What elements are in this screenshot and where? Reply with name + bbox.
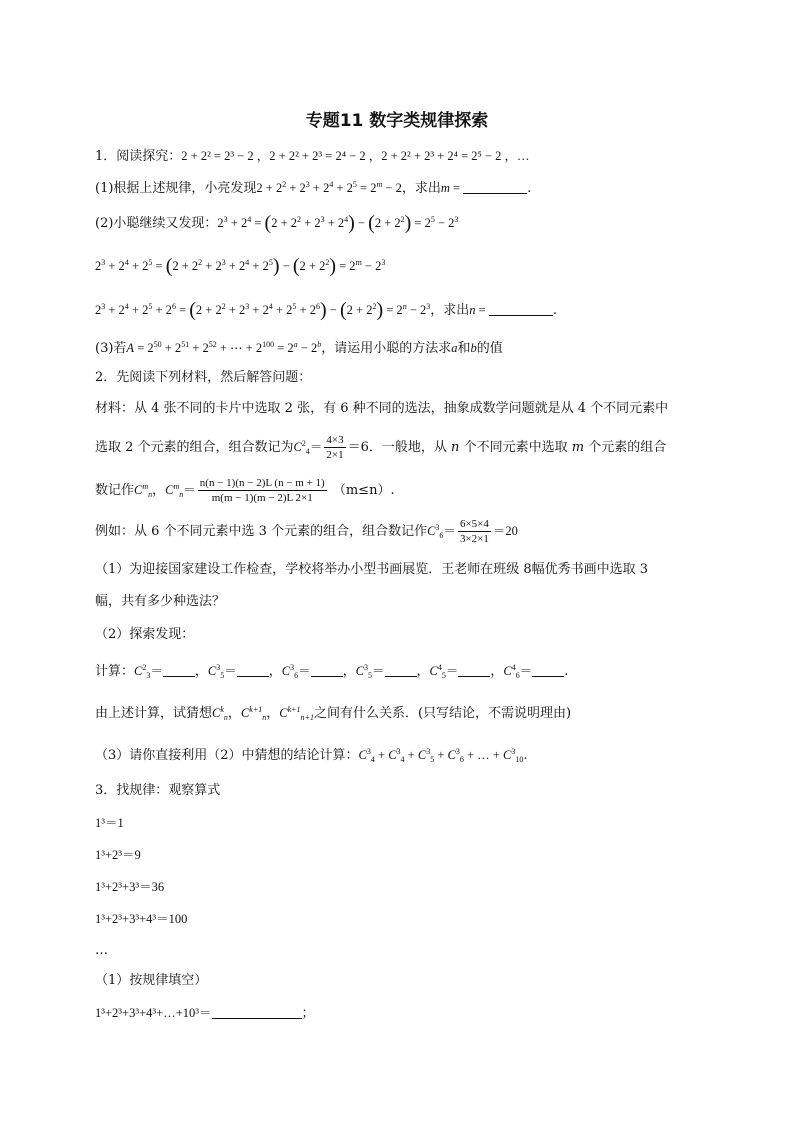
q2-frac3-num: 6×5×4 xyxy=(459,518,489,530)
q3-eq3: 1³+2³+3³＝36 xyxy=(95,880,165,894)
q1-answer-blank-n[interactable] xyxy=(489,303,553,316)
calc-blank-5[interactable] xyxy=(458,664,490,677)
q2-frac1-num: 4×3 xyxy=(326,434,344,446)
q2-material-text2: ＝6．一般地，从 xyxy=(347,440,447,455)
q1-var-a: a xyxy=(451,341,458,355)
q3-fill-end: ； xyxy=(301,1006,315,1021)
page-title: 专题11 数字类规律探索 xyxy=(305,111,489,131)
q1-part1-formula: $2 + 2^2 + 2^3 + 2^4 + 2^5 = 2^m - 2$ xyxy=(256,180,402,195)
q1-stem xyxy=(95,147,530,166)
q1-part2-formula3: $2^3 + 2^4 + 2^5 + 2^6 = (2 + 2^2 + 2^3 + 2^4 + 2^5 + 2^6) - (2 + 2^2) = 2^n - 2^3$ xyxy=(95,299,431,321)
q2-guess: 由上述计算，试猜想$C^k_n$，$C^{k+1}_n$，$C^{k+1}_{n+1}$之间有什么关系．(只写结论，不需说明理由) xyxy=(95,705,572,722)
q2-fraction-1 xyxy=(324,433,345,462)
q2-combo-cnm-def: $C^m_n=$ xyxy=(165,482,196,499)
q2-material-line1: 材料：从 4 张不同的卡片中选取 2 张，有 6 种不同的选法，抽象成数学问题就是从 4 个不同元素中 xyxy=(95,401,669,416)
q1-part3-formula: $A = 2^{50} + 2^{51} + 2^{52}$ + ⋯ + $2^{100} = 2^a - 2^b$ xyxy=(126,340,322,355)
q1-part3 xyxy=(95,339,503,358)
q2-combo-c42: $C^2_4=$ xyxy=(293,439,323,456)
q3-stem: 3．找规律：观察算式 xyxy=(95,783,221,798)
q1-part1: (1)根据上述规律，小亮发现$2 + 2^2 + 2^3 + 2^4 + 2^5 = 2^m - 2$，求出m = . xyxy=(95,180,532,196)
q1-part3-label: (3)若 xyxy=(95,341,127,356)
q1-var-b: b xyxy=(470,341,477,355)
q2-frac3-den: 3×2×1 xyxy=(459,533,489,545)
q1-stem-math: 2 + 2² = 2³ − 2 ，2 + 2² + 2³ = 2⁴ − 2 ，2 + 2² + 2³ + 2⁴ = 2⁵ − 2 ，… xyxy=(181,149,530,163)
q2-guess-c1: $C^k_n$ xyxy=(212,705,228,722)
q2-material-text: 选取 2 个元素的组合，组合数记为 xyxy=(95,440,294,455)
q3-answer-blank[interactable] xyxy=(212,1006,302,1019)
q1-part2-line3: $2^3 + 2^4 + 2^5 + 2^6 = (2 + 2^2 + 2^3 + 2^4 + 2^5 + 2^6) - (2 + 2^2) = 2^n - 2^3$，求出n = . xyxy=(95,299,557,321)
q2-material-text3: 个不同元素中选取 xyxy=(463,440,568,455)
q2-calc-label: 计算： xyxy=(95,664,135,679)
q3-fill-formula: 1³+2³+3³+4³+…+10³＝ xyxy=(95,1006,212,1020)
q2-frac2-den: m(m − 1)(m − 2)L 2×1 xyxy=(211,492,313,504)
q2-example-text: 例如：从 6 个不同元素中选 3 个元素的组合，组合数记作 xyxy=(95,524,428,539)
calc-blank-3[interactable] xyxy=(311,664,343,677)
q2-sub2: （2）探索发现： xyxy=(95,627,195,642)
q2-material-text4: 个元素的组合 xyxy=(588,440,667,455)
q3-eq1: 1³＝1 xyxy=(95,816,124,830)
calc-blank-1[interactable] xyxy=(163,664,195,677)
q2-material-line2 xyxy=(95,432,666,463)
q2-example xyxy=(95,515,518,548)
q2-material-line3: 数记作$C^m_n$，$C^m_n=$ $\frac{n(n - 1)(n - 2)L (n - m + 1)}{m(m - 1)(m - 2)L 2\times 1}$ （m≤n）. xyxy=(95,477,395,504)
q1-answer-blank-m[interactable] xyxy=(463,181,527,194)
q2-guess-c3: $C^{k+1}_{n+1}$ xyxy=(279,705,314,722)
q2-guess-text2: 之间有什么关系．(只写结论，不需说明理由) xyxy=(313,706,572,721)
q2-guess-text: 由上述计算，试猜想 xyxy=(95,706,213,721)
q2-guess-c2: $C^{k+1}_n$ xyxy=(240,705,267,722)
q1-part2-line1 xyxy=(95,214,458,233)
q2-material-text5: 数记作 xyxy=(95,483,135,498)
q3-ellipsis: … xyxy=(95,943,108,958)
q1-part2-label: (2)小聪继续又发现： xyxy=(95,216,218,231)
q3-eq2: 1³+2³＝9 xyxy=(95,848,141,862)
q2-combo-c63: $C^3_6=$ xyxy=(427,523,456,540)
q3-fill xyxy=(95,1004,315,1023)
q2-material-text6: （m≤n）. xyxy=(332,483,395,498)
q1-and: 和 xyxy=(457,341,471,356)
q2-sub3-text: （3）请你直接利用（2）中猜想的结论计算： xyxy=(95,748,359,763)
calc-blank-6[interactable] xyxy=(532,664,564,677)
q1-var-m: m xyxy=(440,181,450,195)
q1-part2-end: . xyxy=(552,303,557,318)
q1-part2-suffix: ，求出 xyxy=(430,303,470,318)
q2-combo-cnm: $C^m_n$ xyxy=(134,482,153,499)
q2-frac1-den: 2×1 xyxy=(326,449,344,461)
q3-sub1: （1）按规律填空） xyxy=(95,973,208,988)
q2-stem: 2．先阅读下列材料，然后解答问题： xyxy=(95,370,312,385)
q1-part3-end: 的值 xyxy=(476,341,503,356)
q2-var-n: n xyxy=(451,440,460,455)
q2-sub3-end: . xyxy=(523,748,528,763)
q1-part3-text: ，请运用小聪的方法求 xyxy=(321,341,452,356)
q1-part2-line2 xyxy=(95,257,385,276)
q2-sub1-line1: （1）为迎接国家建设工作检查，学校将举办小型书画展览．王老师在班级 8幅优秀书画中选取 3 xyxy=(95,562,649,577)
q3-eq4: 1³+2³+3³+4³＝100 xyxy=(95,912,188,926)
q1-part1-end: . xyxy=(527,181,532,196)
q1-var-n: n xyxy=(469,303,476,317)
q1-part2-formula1: $2^3 + 2^4 = (2 + 2^2 + 2^3 + 2^4) - (2 + 2^2) = 2^5 - 2^3$ xyxy=(217,212,459,234)
q1-stem-label: 1．阅读探究： xyxy=(95,149,182,164)
q1-part1-label: (1)根据上述规律，小亮发现 xyxy=(95,181,257,196)
q1-part2-formula2: $2^3 + 2^4 + 2^5 = (2 + 2^2 + 2^3 + 2^4 + 2^5) - (2 + 2^2) = 2^m - 2^3$ xyxy=(95,255,386,277)
q2-fraction-3 xyxy=(458,517,491,546)
q2-example-result: ＝20 xyxy=(492,524,518,538)
calc-blank-4[interactable] xyxy=(385,664,417,677)
q2-fraction-2 xyxy=(198,476,327,505)
q2-var-m: m xyxy=(571,440,585,455)
calc-blank-2[interactable] xyxy=(237,664,269,677)
q2-sub3-formula: $C^3_4 + C^3_4 + C^3_5 + C^3_6$ + … + $C^3_{10}$ xyxy=(358,747,524,764)
q2-sub3 xyxy=(95,746,527,765)
q1-part1-suffix: ，求出 xyxy=(401,181,441,196)
q2-sub1-line2: 幅，共有多少种选法？ xyxy=(95,594,226,609)
q2-calc-line: 计算：$C^2_3=$ ，$C^3_5=$ ，$C^3_6=$ ，$C^3_5=$ ，$C^4_5=$ ，$C^4_6=$ . xyxy=(95,663,569,680)
q2-frac2-num: n(n − 1)(n − 2)L (n − m + 1) xyxy=(199,477,325,489)
